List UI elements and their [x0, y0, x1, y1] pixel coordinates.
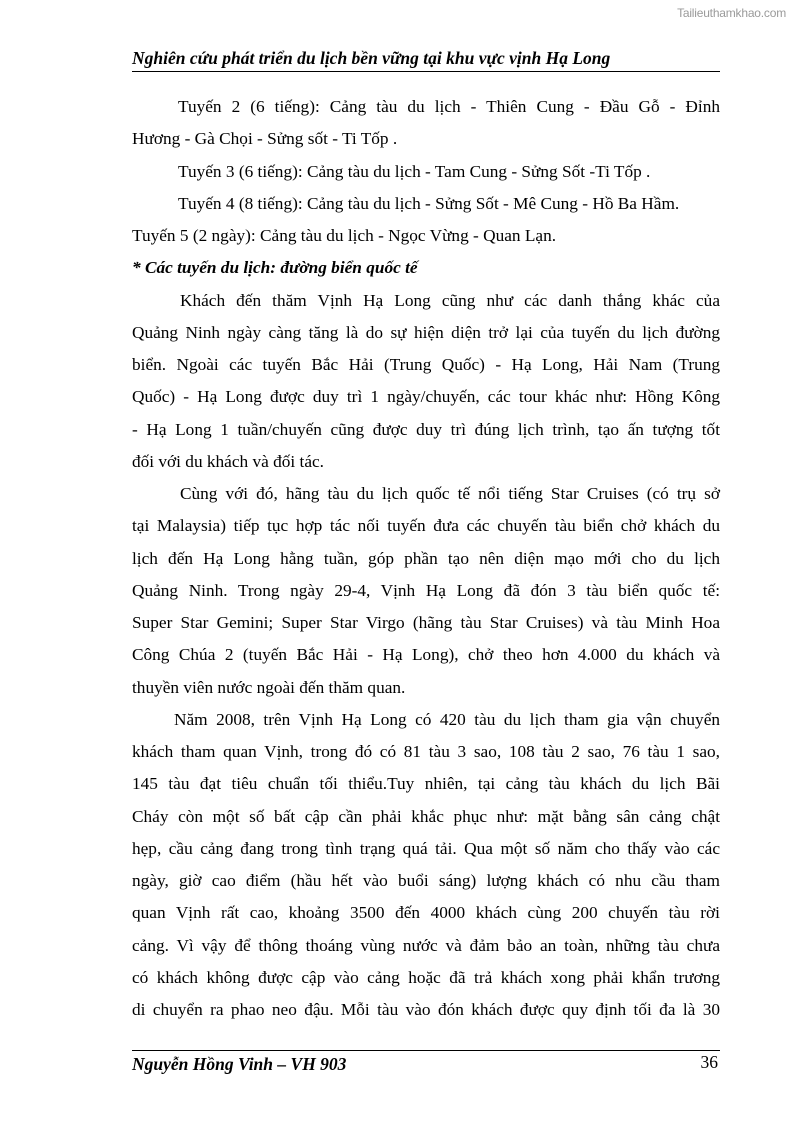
text-line: Tuyến 2 (6 tiếng): Cảng tàu du lịch - Thiên Cung - Đầu Gỗ - Đỉnh: [178, 97, 720, 116]
text-line: 145 tàu đạt tiêu chuẩn tối thiểu.Tuy nhiên, tại cảng tàu khách du lịch Bãi: [132, 774, 720, 794]
text-line: Khách đến thăm Vịnh Hạ Long cũng như các danh thắng khác của: [180, 290, 720, 310]
text-line: tại Malaysia) tiếp tục hợp tác nối tuyến đưa các chuyến tàu biển chở khách du: [132, 516, 720, 536]
text-line: Tuyến 3 (6 tiếng): Cảng tàu du lịch - Tam Cung - Sửng Sốt -Ti Tốp .: [178, 161, 651, 181]
text-line: Quốc) - Hạ Long được duy trì 1 ngày/chuyến, các tour khác như: Hồng Kông: [132, 387, 720, 407]
text-line: Hương - Gà Chọi - Sửng sốt - Ti Tốp .: [132, 129, 398, 149]
text-line: cảng. Vì vậy để thông thoáng vùng nước và đảm bảo an toàn, những tàu chưa: [132, 935, 720, 955]
text-line: thuyền viên nước ngoài đến thăm quan.: [132, 677, 406, 697]
text-line: di chuyển ra phao neo đậu. Mỗi tàu vào đón khách được quy định tối đa là 30: [132, 1000, 720, 1019]
text-line: hẹp, cầu cảng đang trong tình trạng quá tải. Qua một số năm cho thấy vào các: [132, 838, 720, 858]
footer-author: Nguyễn Hồng Vinh – VH 903: [132, 1054, 347, 1074]
page-number: 36: [700, 1052, 718, 1072]
watermark: Tailieuthamkhao.com: [677, 6, 786, 20]
text-line: Quảng Ninh. Trong ngày 29-4, Vịnh Hạ Long đã đón 3 tàu biển quốc tế:: [132, 580, 720, 600]
text-line: lịch đến Hạ Long hằng tuần, góp phần tạo nên diện mạo mới cho du lịch: [132, 548, 720, 568]
text-line: có khách không được cập vào cảng hoặc đã trả khách xong phải khẩn trương: [132, 967, 720, 987]
text-line: Cùng với đó, hãng tàu du lịch quốc tế nổi tiếng Star Cruises (có trụ sở: [180, 484, 720, 503]
text-line: Tuyến 5 (2 ngày): Cảng tàu du lịch - Ngọc Vừng - Quan Lạn.: [132, 226, 557, 245]
text-line: đối với du khách và đối tác.: [132, 451, 324, 471]
text-line: Quảng Ninh ngày càng tăng là do sự hiện diện trở lại của tuyến du lịch đường: [132, 322, 720, 342]
text-line: quan Vịnh rất cao, khoảng 3500 đến 4000 khách cùng 200 chuyến tàu rời: [132, 903, 720, 923]
text-line: khách tham quan Vịnh, trong đó có 81 tàu 3 sao, 108 tàu 2 sao, 76 tàu 1 sao,: [132, 742, 720, 761]
section-heading: * Các tuyến du lịch: đường biển quốc tế: [132, 258, 418, 278]
text-line: Tuyến 4 (8 tiếng): Cảng tàu du lịch - Sửng Sốt - Mê Cung - Hồ Ba Hầm.: [178, 193, 680, 213]
text-line: biển. Ngoài các tuyến Bắc Hải (Trung Quốc) - Hạ Long, Hải Nam (Trung: [132, 355, 720, 374]
running-header: Nghiên cứu phát triển du lịch bền vững tại khu vực vịnh Hạ Long: [132, 48, 720, 72]
text-line: ngày, giờ cao điểm (hầu hết vào buổi sáng) lượng khách có nhu cầu tham: [132, 871, 720, 890]
document-body: [132, 91, 720, 1026]
text-line: Công Chúa 2 (tuyến Bắc Hải - Hạ Long), chở theo hơn 4.000 du khách và: [132, 645, 720, 665]
text-line: Năm 2008, trên Vịnh Hạ Long có 420 tàu du lịch tham gia vận chuyển: [174, 709, 720, 729]
text-line: Super Star Gemini; Super Star Virgo (hãng tàu Star Cruises) và tàu Minh Hoa: [132, 613, 720, 632]
text-line: Cháy còn một số bất cập cần phải khắc phục như: mặt bằng sân cảng chật: [132, 806, 720, 826]
text-line: - Hạ Long 1 tuần/chuyến cũng được duy trì đúng lịch trình, tạo ấn tượng tốt: [132, 419, 720, 439]
footer-rule: [132, 1050, 720, 1051]
